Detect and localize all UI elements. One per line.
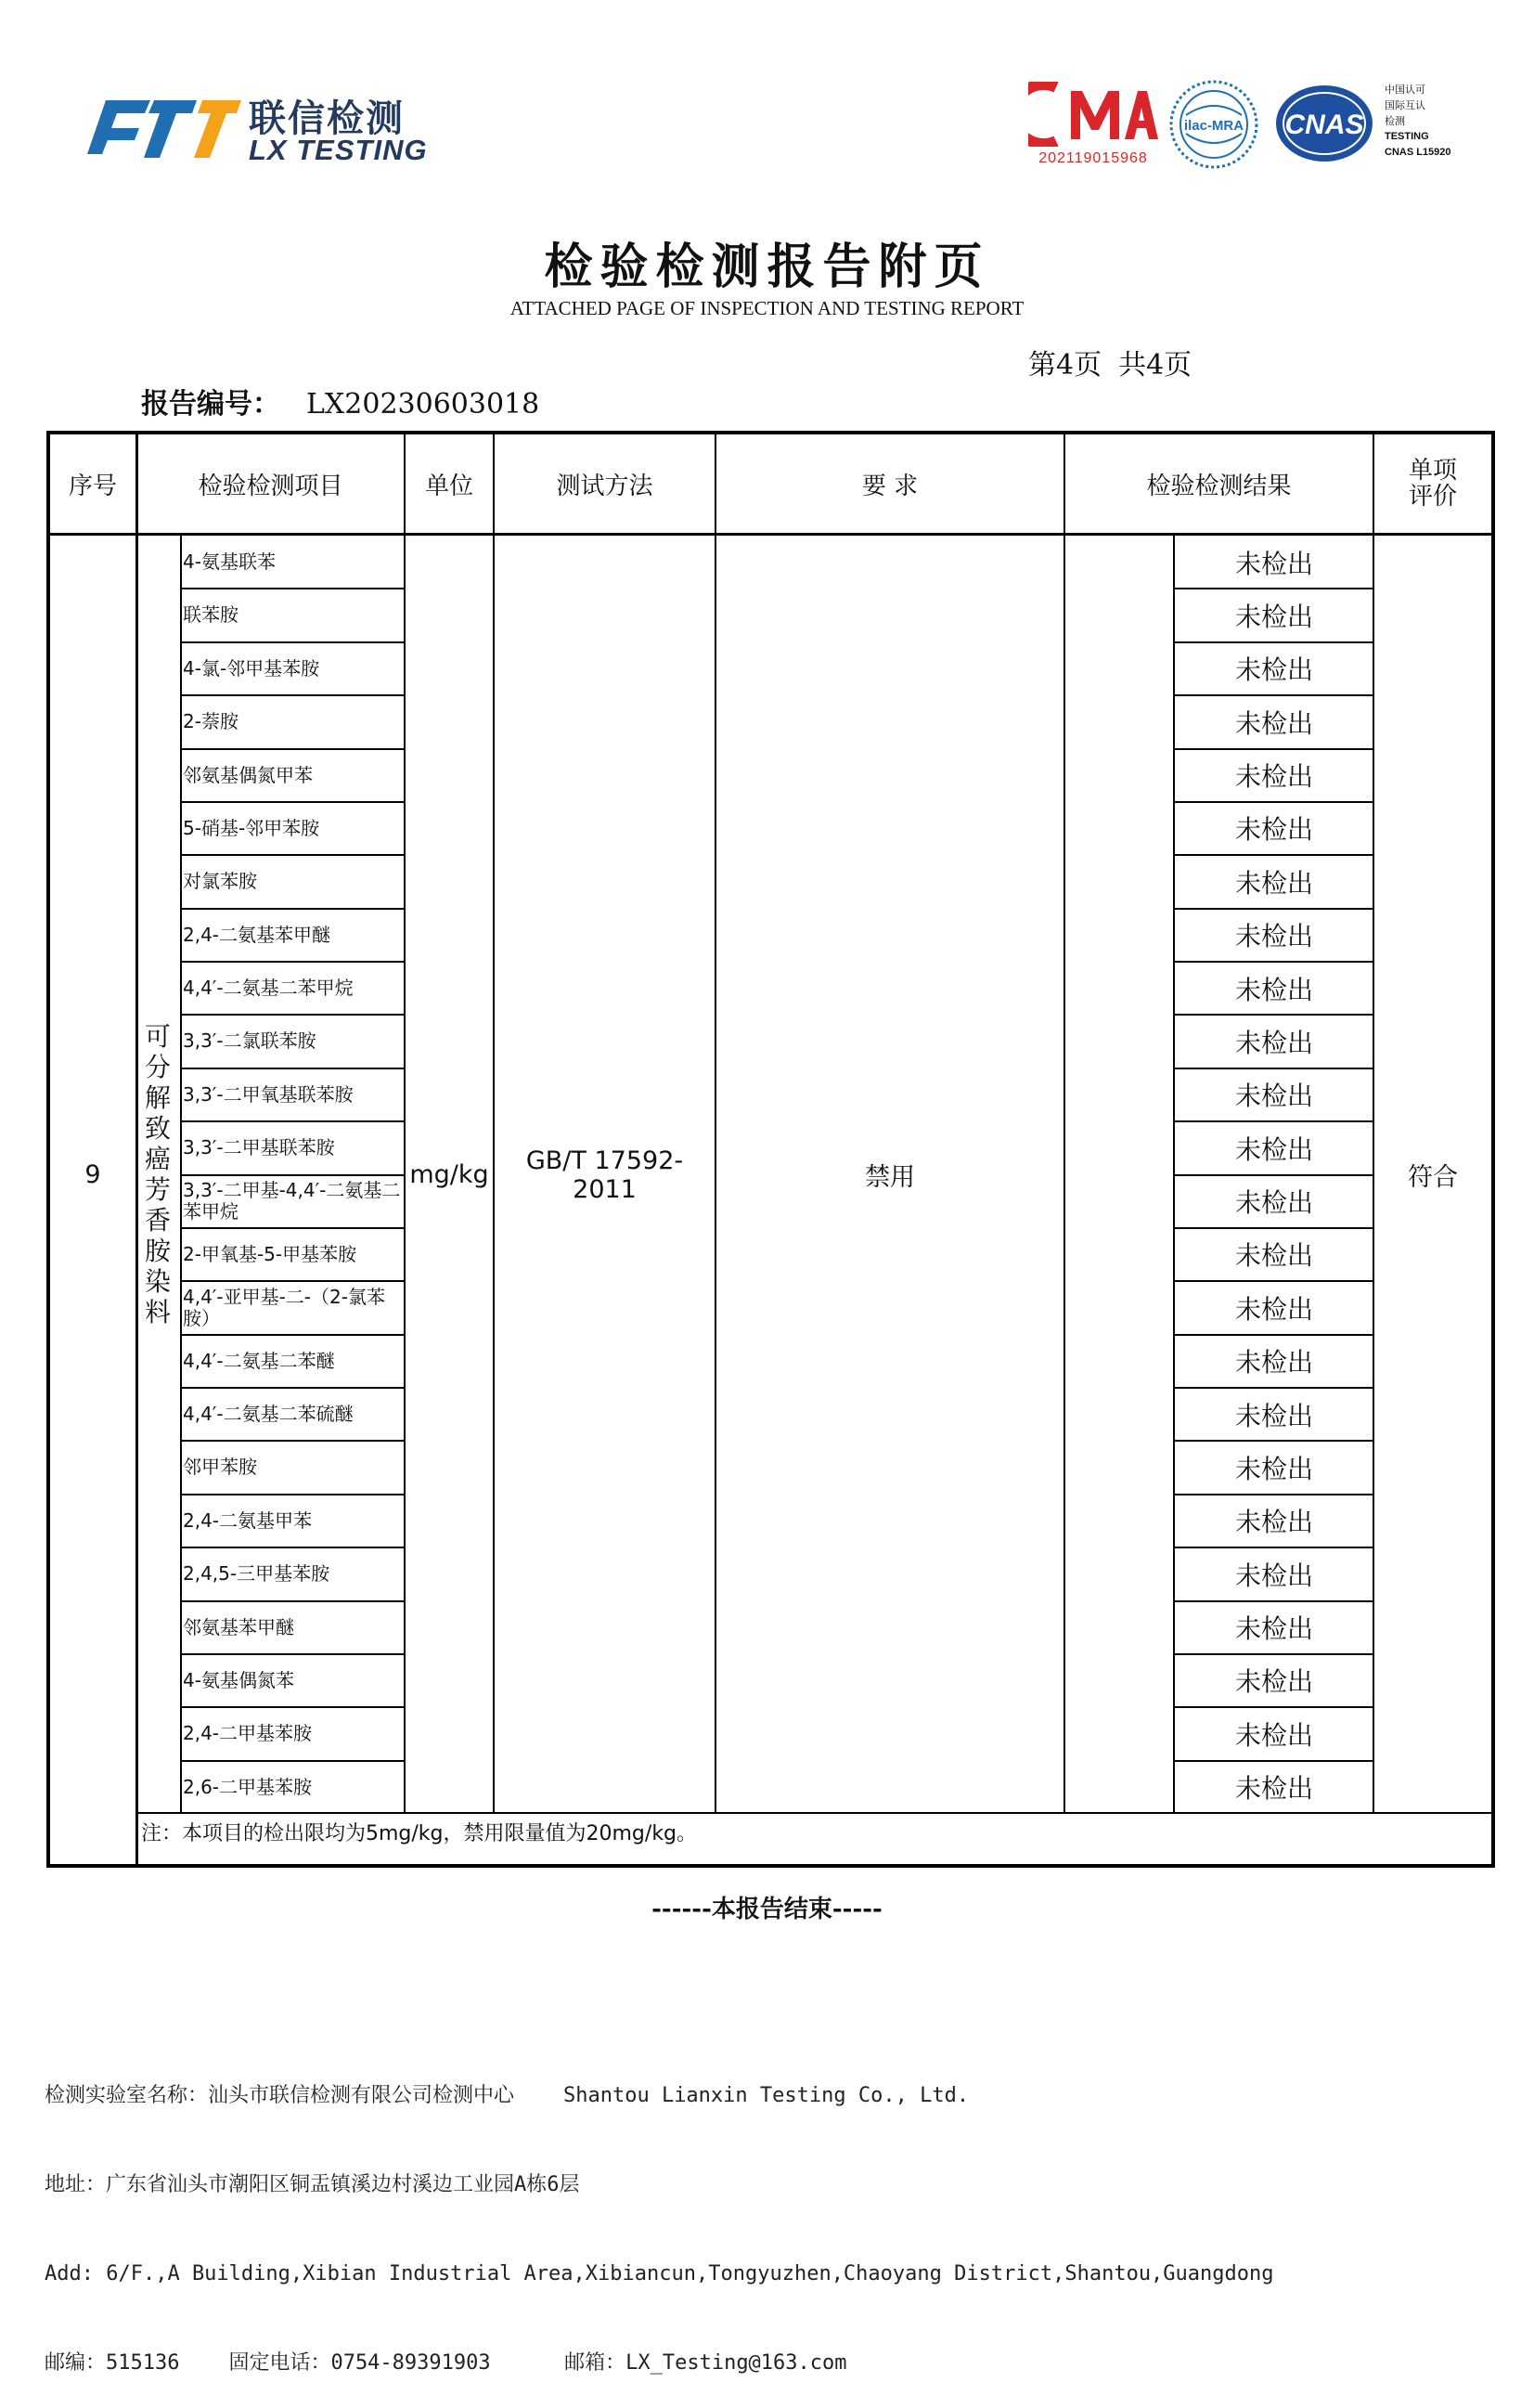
row-method: GB/T 17592-2011 bbox=[525, 1146, 684, 1204]
header-item: 检验检测项目 bbox=[198, 472, 343, 500]
cnas-line-2: 国际互认 bbox=[1385, 99, 1425, 111]
cnas-accreditation-text bbox=[1385, 82, 1496, 161]
row-evaluation: 符合 bbox=[1408, 1163, 1458, 1192]
item-name: 4,4′-二氨基二苯硫醚 bbox=[183, 1403, 354, 1425]
item-result: 未检出 bbox=[1234, 1507, 1313, 1538]
item-result: 未检出 bbox=[1234, 1666, 1313, 1698]
footer-address-cn: 地址：广东省汕头市潮阳区铜盂镇溪边村溪边工业园A栋6层 bbox=[45, 2173, 580, 2196]
item-name: 3,3′-二氯联苯胺 bbox=[183, 1029, 316, 1053]
item-result: 未检出 bbox=[1234, 761, 1313, 792]
report-title-chinese: 检验检测报告附页 bbox=[544, 239, 990, 295]
lx-testing-logo bbox=[85, 89, 438, 173]
page-current: 第4页 bbox=[1028, 349, 1102, 382]
item-result: 未检出 bbox=[1234, 1293, 1313, 1325]
item-result: 未检出 bbox=[1234, 1347, 1313, 1379]
item-result: 未检出 bbox=[1234, 707, 1313, 739]
logo-english-name: LX TESTING bbox=[249, 134, 428, 166]
cma-logo-icon bbox=[1028, 82, 1158, 147]
item-name: 邻氨基苯甲醚 bbox=[183, 1615, 294, 1638]
item-name: 4-氯-邻甲基苯胺 bbox=[183, 656, 320, 680]
cnas-logo-icon bbox=[1273, 82, 1375, 165]
page-number bbox=[1028, 342, 1208, 382]
item-name: 4,4′-亚甲基-二-（2-氯苯胺） bbox=[183, 1285, 385, 1329]
report-title-english: ATTACHED PAGE OF INSPECTION AND TESTING REPORT bbox=[509, 297, 1025, 319]
item-result: 未检出 bbox=[1234, 1081, 1313, 1112]
item-result: 未检出 bbox=[1234, 1560, 1313, 1591]
item-result: 未检出 bbox=[1234, 1133, 1313, 1165]
item-name: 3,3′-二甲基联苯胺 bbox=[183, 1136, 335, 1159]
ilac-text: ilac-MRA bbox=[1183, 118, 1244, 134]
item-result: 未检出 bbox=[1234, 654, 1313, 686]
item-name: 2,6-二甲基苯胺 bbox=[183, 1775, 313, 1798]
report-number bbox=[141, 381, 539, 421]
item-name: 2-萘胺 bbox=[183, 710, 238, 733]
item-result: 未检出 bbox=[1234, 1613, 1313, 1644]
page-total: 共4页 bbox=[1118, 349, 1192, 382]
item-name: 5-硝基-邻甲苯胺 bbox=[183, 816, 320, 839]
item-result: 未检出 bbox=[1234, 1187, 1313, 1218]
cma-mark bbox=[1028, 82, 1158, 175]
footer-address-en: Add: 6/F.,A Building,Xibian Industrial Area,Xibiancun,Tongyuzhen,Chaoyang District,Shantou,Guangdong bbox=[45, 2262, 1274, 2285]
item-result: 未检出 bbox=[1234, 1240, 1313, 1272]
item-result: 未检出 bbox=[1234, 1027, 1313, 1058]
header-seq: 序号 bbox=[68, 472, 117, 500]
item-name: 2,4-二甲基苯胺 bbox=[183, 1722, 313, 1745]
lx-logo-mark-icon bbox=[85, 97, 243, 162]
cnas-line-3: 检测 bbox=[1385, 115, 1405, 127]
ilac-mra-logo-icon bbox=[1167, 78, 1260, 171]
row-seq: 9 bbox=[84, 1160, 101, 1189]
header-evaluation-line1: 单项 bbox=[1408, 457, 1457, 485]
item-result: 未检出 bbox=[1234, 1719, 1313, 1751]
group-name: 可分解致癌芳香胺染料 bbox=[144, 1021, 171, 1327]
logo-chinese-name: 联信检测 bbox=[249, 97, 405, 140]
item-name: 4,4′-二氨基二苯醚 bbox=[183, 1349, 335, 1372]
item-name: 2-甲氧基-5-甲基苯胺 bbox=[183, 1242, 357, 1265]
item-name: 3,3′-二甲基-4,4′-二氨基二苯甲烷 bbox=[183, 1179, 401, 1223]
cnas-text: CNAS bbox=[1284, 110, 1364, 140]
report-number-value: LX20230603018 bbox=[306, 388, 540, 421]
table-note: 注：本项目的检出限均为5mg/kg，禁用限量值为20mg/kg。 bbox=[141, 1822, 698, 1845]
col-rule-requirement bbox=[1063, 434, 1065, 1814]
footer bbox=[45, 2022, 1274, 2408]
item-result: 未检出 bbox=[1234, 601, 1313, 632]
header-result: 检验检测结果 bbox=[1146, 472, 1292, 500]
cnas-line-5: CNAS L15920 bbox=[1385, 147, 1451, 158]
header-requirement: 要 求 bbox=[861, 472, 919, 500]
footer-contact: 邮编：515136 固定电话：0754-89391903 邮箱：LX_Testing@163.com bbox=[45, 2351, 847, 2375]
item-name: 2,4-二氨基苯甲醚 bbox=[183, 923, 331, 946]
item-result: 未检出 bbox=[1234, 867, 1313, 899]
cma-number: 202119015968 bbox=[1038, 150, 1148, 166]
row-unit: mg/kg bbox=[409, 1160, 489, 1189]
cnas-line-4: TESTING bbox=[1385, 131, 1429, 142]
header-evaluation-line2: 评价 bbox=[1408, 483, 1457, 511]
item-name: 对氯苯胺 bbox=[183, 870, 257, 893]
footer-lab-name: 检测实验室名称：汕头市联信检测有限公司检测中心 Shantou Lianxin Testing Co., Ltd. bbox=[45, 2084, 970, 2107]
item-result: 未检出 bbox=[1234, 548, 1313, 579]
item-name: 邻氨基偶氮甲苯 bbox=[183, 763, 313, 786]
item-name: 3,3′-二甲氧基联苯胺 bbox=[183, 1082, 354, 1106]
item-result: 未检出 bbox=[1234, 814, 1313, 846]
item-name: 2,4,5-三甲基苯胺 bbox=[183, 1562, 330, 1586]
col-rule-seq bbox=[135, 434, 138, 1864]
item-name: 4,4′-二氨基二苯甲烷 bbox=[183, 977, 354, 999]
item-name: 4-氨基偶氮苯 bbox=[183, 1668, 294, 1691]
item-result: 未检出 bbox=[1234, 1773, 1313, 1805]
header-unit: 单位 bbox=[424, 472, 473, 500]
item-result: 未检出 bbox=[1234, 921, 1313, 952]
item-result: 未检出 bbox=[1234, 1453, 1313, 1484]
item-result: 未检出 bbox=[1234, 974, 1313, 1005]
header-evaluation bbox=[1374, 434, 1491, 533]
report-number-label: 报告编号： bbox=[141, 388, 280, 421]
item-name: 4-氨基联苯 bbox=[183, 550, 276, 573]
item-name: 邻甲苯胺 bbox=[183, 1456, 257, 1479]
item-name: 2,4-二氨基甲苯 bbox=[183, 1508, 313, 1532]
report-end-marker: ------本报告结束----- bbox=[651, 1896, 883, 1923]
item-name: 联苯胺 bbox=[183, 603, 238, 627]
header-method: 测试方法 bbox=[556, 472, 653, 500]
item-result: 未检出 bbox=[1234, 1400, 1313, 1431]
row-requirement: 禁用 bbox=[865, 1163, 915, 1192]
cnas-line-1: 中国认可 bbox=[1385, 84, 1425, 96]
